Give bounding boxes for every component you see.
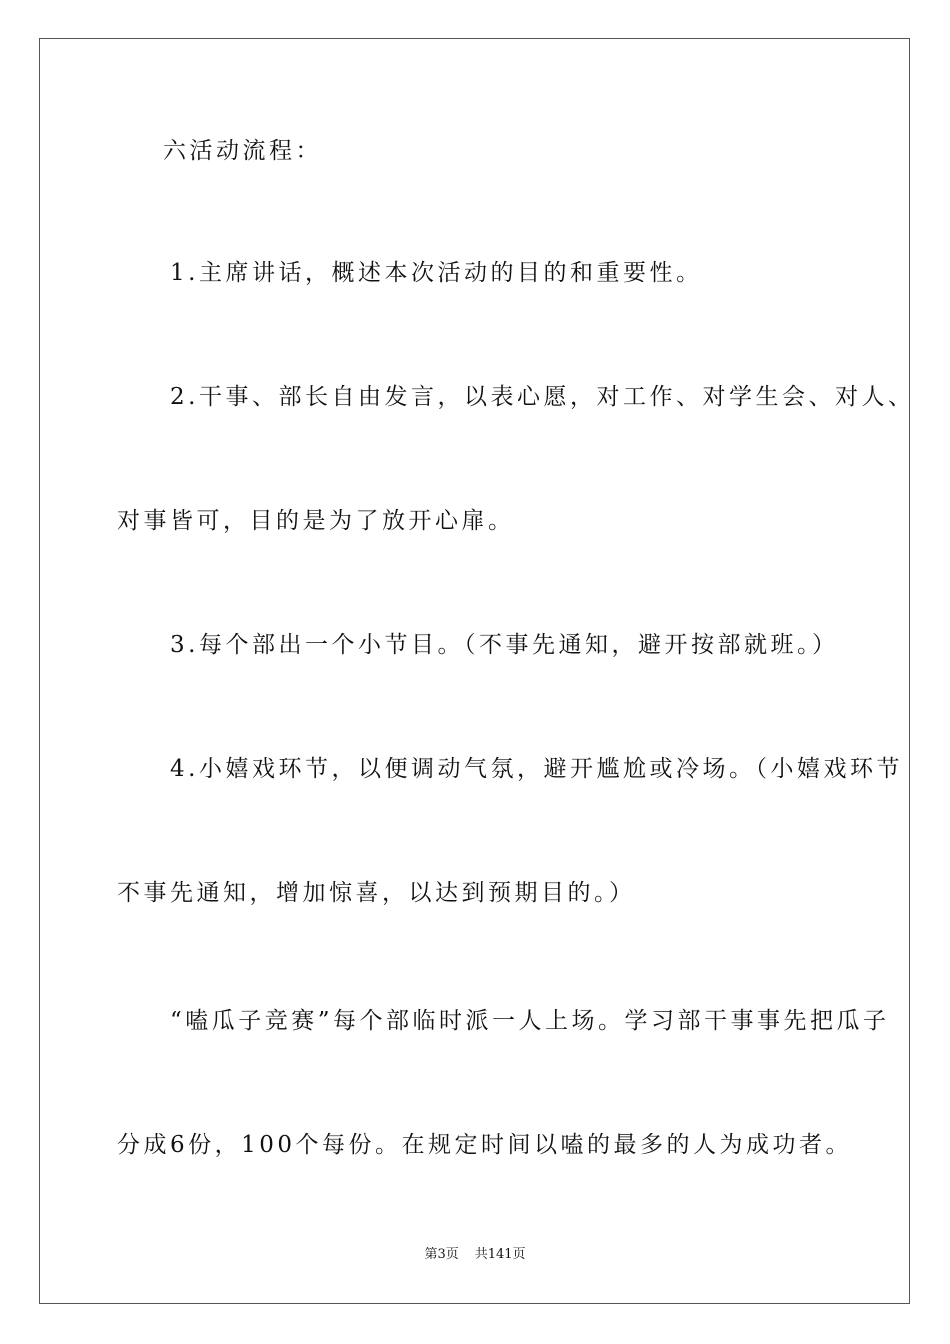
paragraph-line: 2.干事、部长自由发言，以表心愿，对工作、对学生会、对人、 bbox=[170, 384, 915, 410]
page-number: 第3页 bbox=[424, 1247, 459, 1262]
section-heading: 六活动流程： bbox=[163, 138, 322, 164]
paragraph-line: 4.小嬉戏环节，以便调动气氛，避开尴尬或冷场。（小嬉戏环节 bbox=[170, 756, 903, 782]
paragraph-line: 不事先通知，增加惊喜，以达到预期目的。） bbox=[117, 880, 636, 906]
paragraph-line: 对事皆可，目的是为了放开心扉。 bbox=[117, 508, 515, 534]
paragraph-line: 1.主席讲话，概述本次活动的目的和重要性。 bbox=[170, 260, 703, 286]
page-footer bbox=[0, 1247, 950, 1263]
paragraph-line: 分成6份，100个每份。在规定时间以嗑的最多的人为成功者。 bbox=[117, 1132, 853, 1158]
paragraph-line: 3.每个部出一个小节目。（不事先通知，避开按部就班。） bbox=[170, 632, 839, 658]
page-total: 共141页 bbox=[474, 1247, 526, 1262]
paragraph-line: “嗑瓜子竞赛”每个部临时派一人上场。学习部干事事先把瓜子 bbox=[170, 1008, 890, 1034]
page-border bbox=[39, 38, 910, 1304]
